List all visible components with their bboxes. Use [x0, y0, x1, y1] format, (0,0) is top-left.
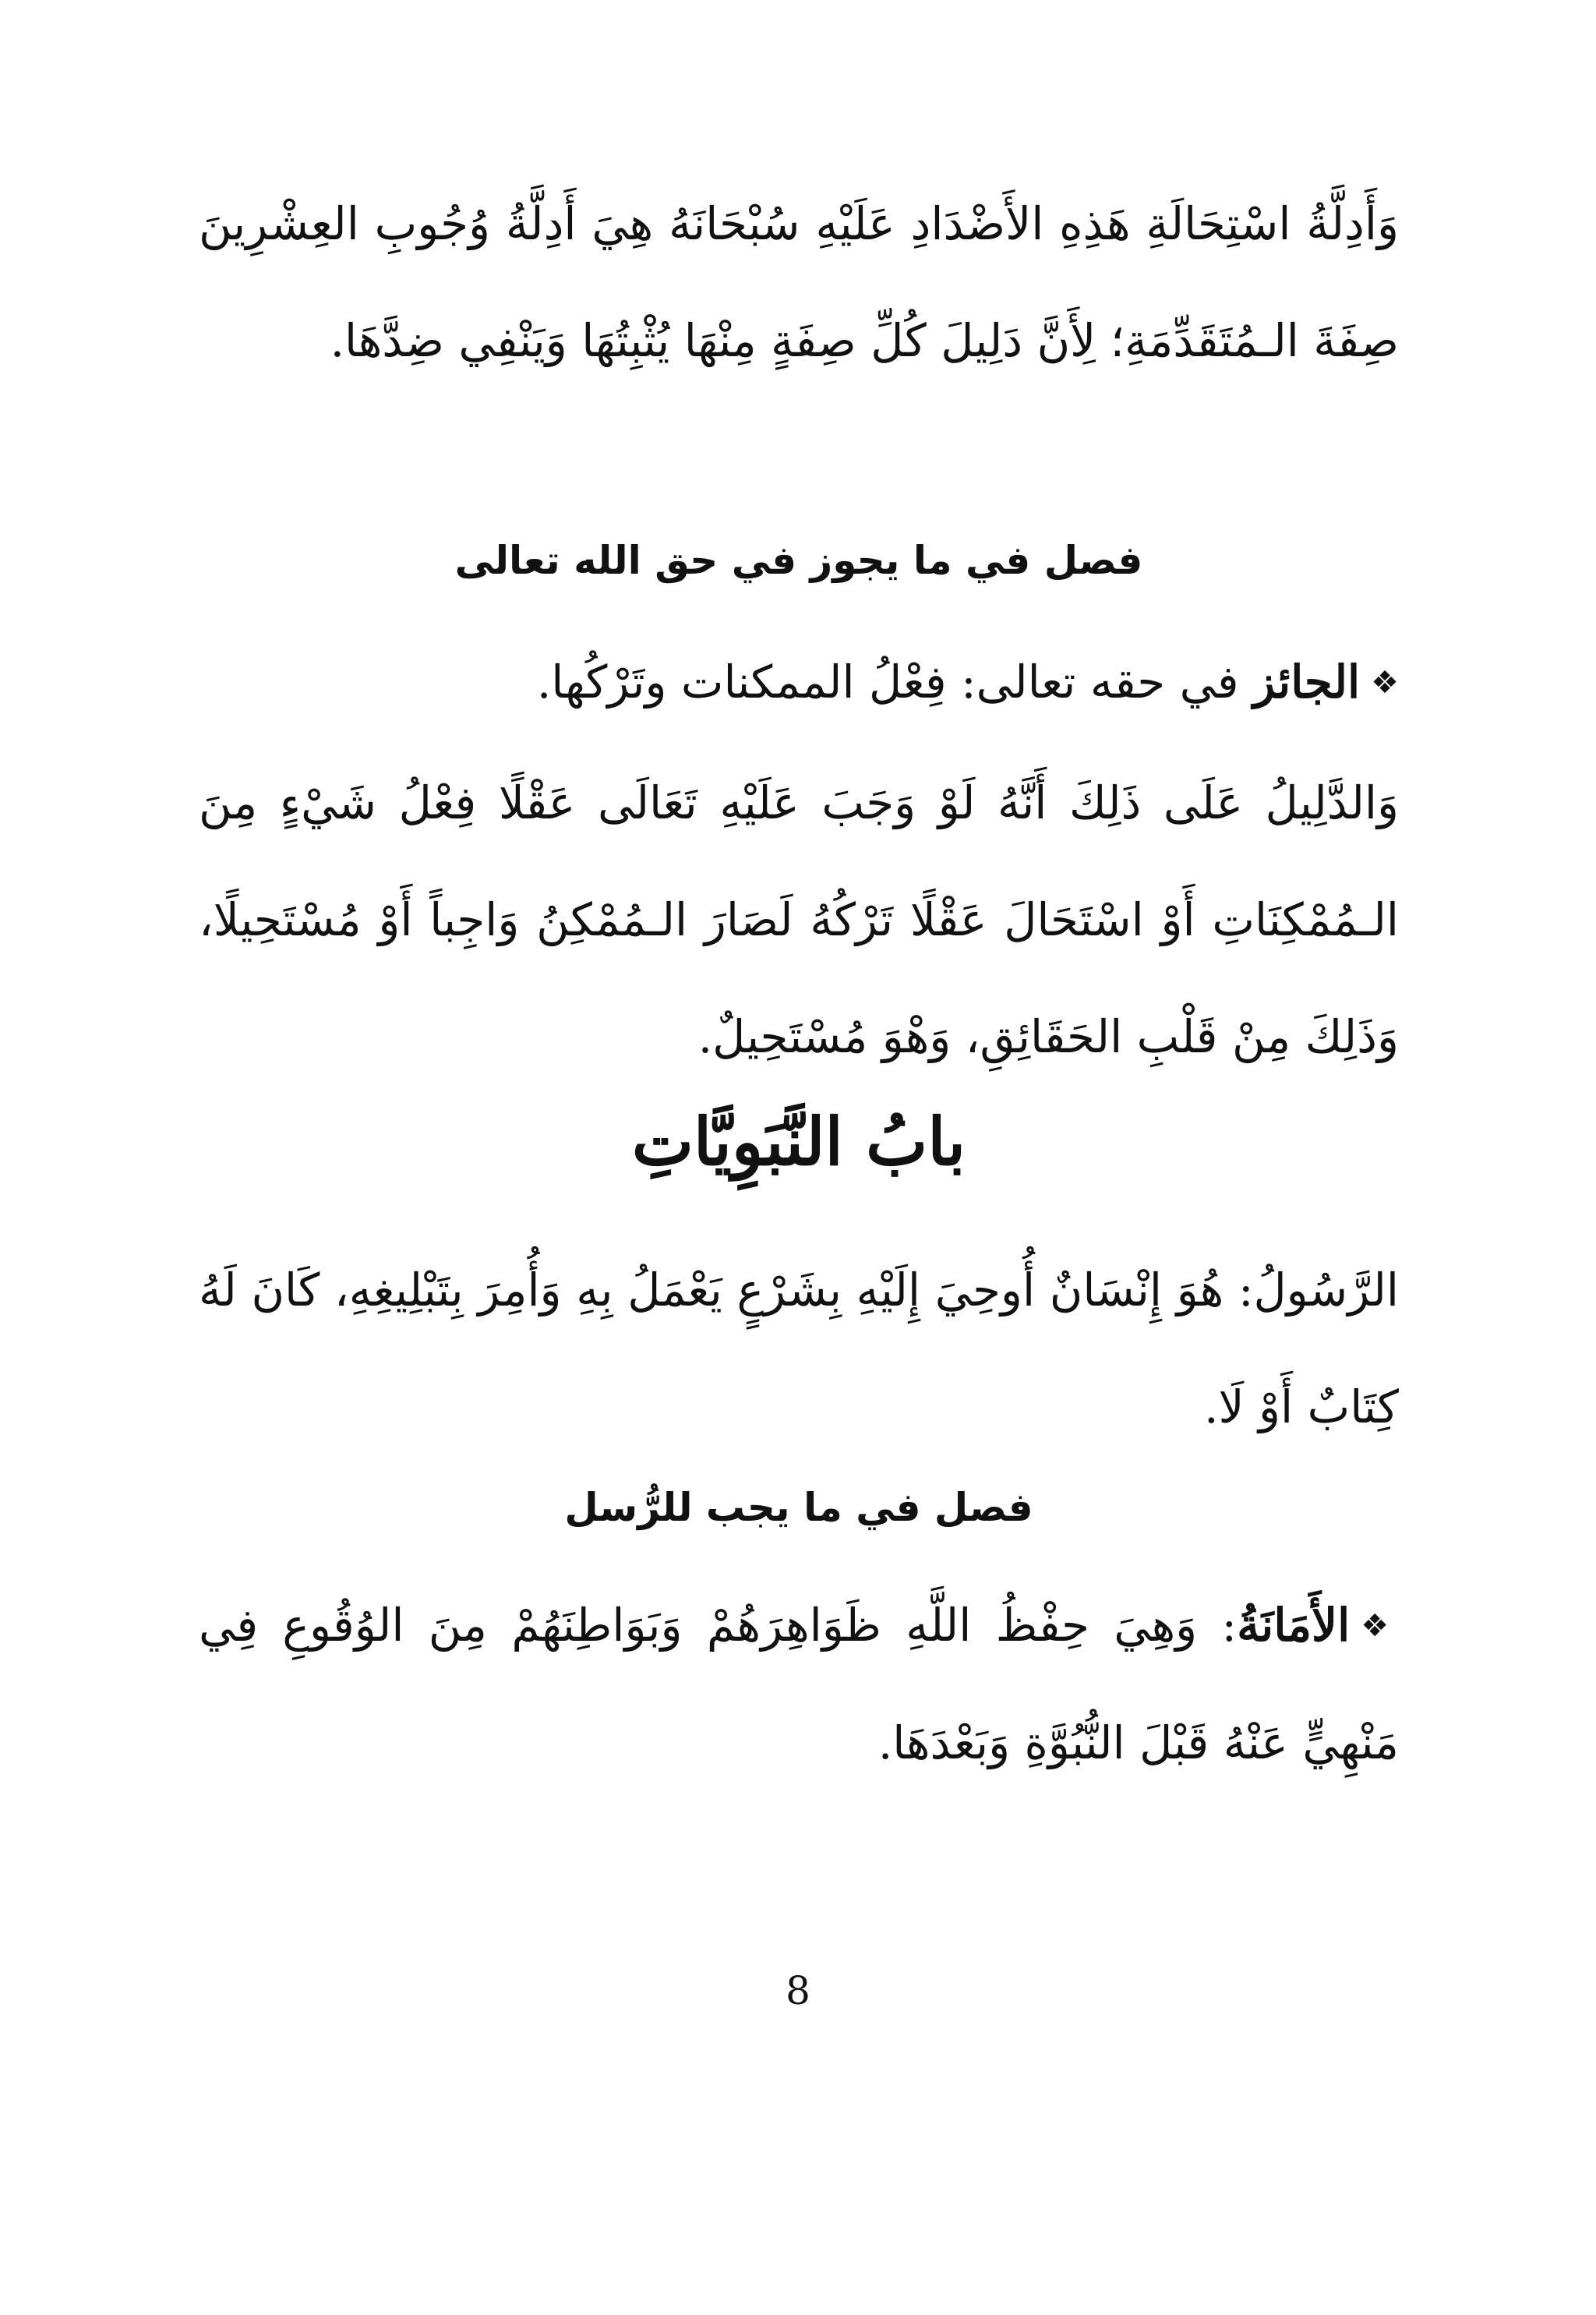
bullet-text: : وَهِيَ حِفْظُ اللَّهِ ظَوَاهِرَهُمْ وَبَوَاطِنَهُمْ مِنَ الوُقُوعِ فِي مَنْهِيٍّ عَنْهُ قَبْلَ النُّبُوَّةِ وَبَعْدَهَا. — [199, 1599, 1399, 1769]
bullet-term: الجائز — [1253, 656, 1361, 709]
paragraph-permissible-proof: وَالدَّلِيلُ عَلَى ذَلِكَ أَنَّهُ لَوْ وَجَبَ عَلَيْهِ تَعَالَى عَقْلًا فِعْلُ شَيْءٍ مِنَ الـمُمْكِنَاتِ أَوْ اسْتَحَالَ عَقْلًا تَرْكُهُ لَصَارَ الـمُمْكِنُ وَاجِباً أَوْ مُسْتَحِيلًا، وَذَلِكَ مِنْ قَلْبِ الحَقَائِقِ، وَهْوَ مُسْتَحِيلٌ. — [199, 776, 1399, 1063]
bullet-term: الأَمَانَةُ — [1237, 1599, 1351, 1652]
section-heading-permissible: فصل في ما يجوز في حق الله تعالى — [454, 538, 1143, 583]
chapter-heading-prophethood: بابُ النَّبَوِيَّاتِ — [631, 1103, 966, 1180]
paragraph-impossibility-proofs: وَأَدِلَّةُ اسْتِحَالَةِ هَذِهِ الأَضْدَادِ عَلَيْهِ سُبْحَانَهُ هِيَ أَدِلَّةُ وُجُوبِ العِشْرِينَ صِفَةَ الـمُتَقَدِّمَةِ؛ لِأَنَّ دَلِيلَ كُلِّ صِفَةٍ مِنْهَا يُثْبِتُهَا وَيَنْفِي ضِدَّهَا. — [199, 197, 1399, 367]
section-heading-obligatory-messengers: فصل في ما يجب للرُّسل — [564, 1485, 1033, 1530]
bullet-trustworthiness — [199, 1567, 1399, 1801]
diamond-bullet-icon: ❖ — [1371, 665, 1399, 701]
bullet-permissible — [199, 624, 1399, 741]
page-number: 8 — [786, 1968, 810, 2013]
bullet-text: في حقه تعالى: فِعْلُ الممكنات وتَرْكُها. — [536, 656, 1239, 709]
paragraph-messenger-definition: الرَّسُولُ: هُوَ إِنْسَانٌ أُوحِيَ إِلَيْهِ بِشَرْعٍ يَعْمَلُ بِهِ وَأُمِرَ بِتَبْلِيغِهِ، كَانَ لَهُ كِتَابٌ أَوْ لَا. — [199, 1264, 1399, 1433]
diamond-bullet-icon: ❖ — [1361, 1608, 1400, 1644]
